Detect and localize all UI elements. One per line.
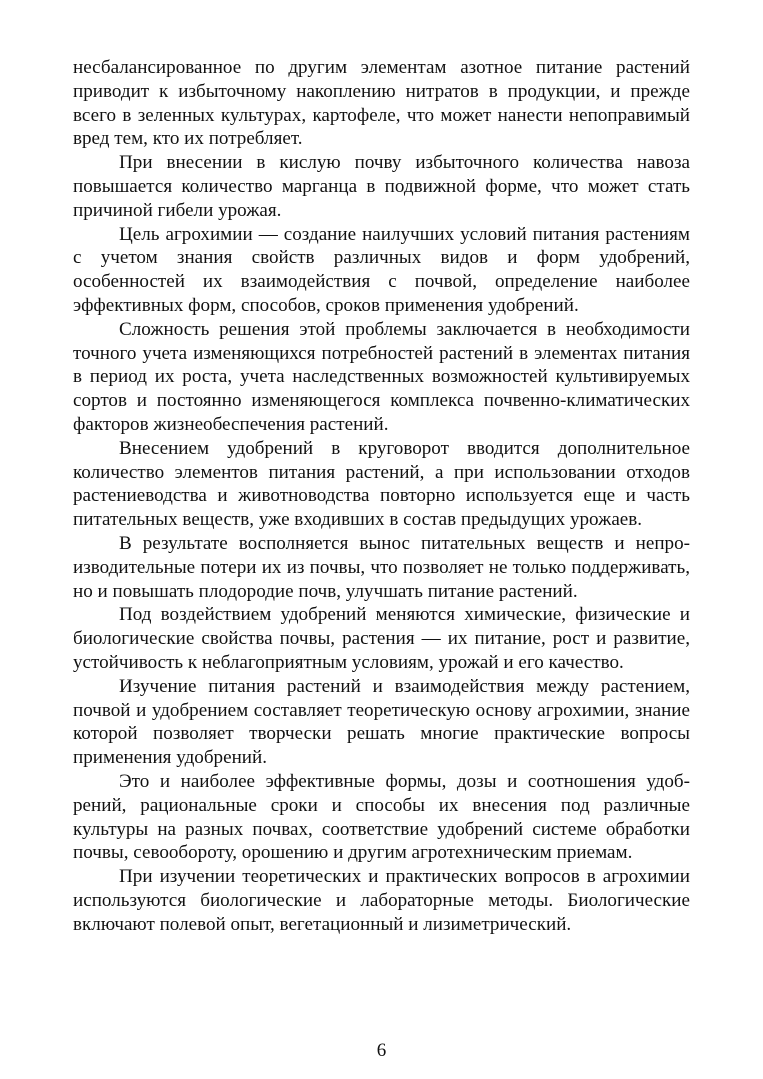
paragraph-research-methods: При изучении теоретических и практических вопросов в агрохимии используются биологические и лабораторные методы. Биологические включают полевой опыт, вегетационный и лизиметрический. [73,866,690,935]
paragraph-agrochemistry-goal: Цель агрохимии — создание наилучших условий питания растениям с учетом знания свойств различных видов и форм удобрений, особенностей их взаимодействия с почвой, определение наиболее эффективных форм, способов, сроков применения удобрений. [73,223,690,316]
page-number: 6 [376,1040,387,1061]
paragraph-fertility-result: В результате восполняется вынос питательных веществ и непроизводительные потери их из почвы, что позволяет не только поддерживать, но и повышать плодородие почв, улучшать питание растений. [73,532,690,602]
page-body [73,56,690,936]
paragraph-nutrient-cycle: Внесением удобрений в круговорот вводится дополнительное количество элементов питания растений, а при использовании отходов растениеводства и животноводства повторно используется еще и часть питательных веществ, уже входивших в состав предыдущих урожаев. [73,437,690,531]
paragraph-problem-complexity: Сложность решения этой проблемы заключается в необходимости точного учета изменяющихся потребностей растений в элементах питания в период их роста, учета наследственных возможностей культивируемых сортов и постоянно изменяющегося комплекса почвенно-климатических факторов жизнеобеспечения растений. [73,318,690,435]
paragraph-continuation: несбалансированное по другим элементам азотное питание растений приводит к избыточному накоплению нитратов в продукции, и прежде всего в зеленных культурах, картофеле, что может нанести непоправимый вред тем, кто их потребляет. [73,57,690,150]
paragraph-practical-questions: Это и наиболее эффективные формы, дозы и соотношения удобрений, рациональные сроки и способы их внесения под различные культуры на разных почвах, соответствие удобрений системе обработки почвы, севообороту, орошению и другим агротехническим приемам. [73,770,690,864]
paragraph-manure-manganese: При внесении в кислую почву избыточного количества навоза повышается количество марганца в подвижной форме, что может стать причиной гибели урожая. [73,152,690,221]
paragraph-theoretical-basis: Изучение питания растений и взаимодействия между растением, почвой и удобрением составляет теоретическую основу агрохимии, знание которой позволяет творчески решать многие практические вопросы применения удобрений. [73,675,690,769]
paragraph-fertilizer-effects: Под воздействием удобрений меняются химические, физические и биологические свойства почвы, растения — их питание, рост и развитие, устойчивость к неблагоприятным условиям, урожай и его качество. [73,604,690,673]
